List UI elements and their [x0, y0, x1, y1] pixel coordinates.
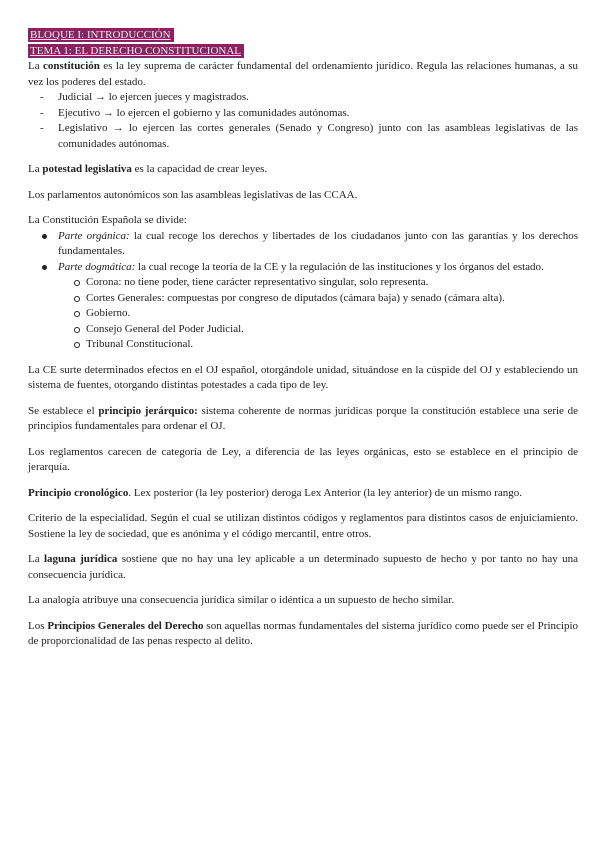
list-item: Gobierno.: [58, 306, 578, 322]
general-principles-paragraph: Los Principios Generales del Derecho son aquellas normas fundamentales del sistema jurídico como puede ser el Principio de proporcionalidad de las penas respecto al delito.: [28, 619, 579, 647]
constitution-definition: La constitución es la ley suprema de carácter fundamental del ordenamiento jurídico. Regula las relaciones humanas, a su vez los poderes del estado.: [28, 60, 578, 88]
topic-heading: TEMA 1: EL DERECHO CONSTITUCIONAL: [28, 44, 578, 60]
analogy-paragraph: La analogía atribuye una consecuencia jurídica similar o idéntica a un supuesto de hecho similar.: [28, 594, 455, 606]
list-item: Parte dogmática: la cual recoge la teoría de la CE y la regulación de las instituciones y los órganos del estado. Corona: no tiene poder, tiene carácter representativo singular, solo representa. Cortes Generales: compuestas por congreso de diputados (cámara baja) y senado (cámara alta). Gobierno. Consejo General del Poder Judicial. Tribunal Constitucional.: [28, 260, 578, 353]
constitution-division-paragraph: La Constitución Española se divide:: [28, 214, 187, 226]
parliaments-paragraph: Los parlamentos autonómicos son las asambleas legislativas de las CCAA.: [28, 188, 358, 201]
regulations-paragraph: Los reglamentos carecen de categoría de Ley, a diferencia de las leyes orgánicas, esto se establece en el principio de jerarquía.: [28, 445, 578, 473]
legislative-power-paragraph: La potestad legislativa es la capacidad de crear leyes.: [28, 163, 268, 175]
specialty-criterion-paragraph: Criterio de la especialidad. Según el cual se utilizan distintos códigos y reglamentos para distintos casos de enjuiciamiento. Sostiene la ley de sociedad, que es anónima y el código mercantil, entre otros.: [28, 512, 578, 540]
list-item: Consejo General del Poder Judicial.: [58, 322, 578, 338]
effects-paragraph: La CE surte determinados efectos en el OJ español, otorgándole unidad, situándose en la cúspide del OJ y estableciendo un sistema de fuentes, otorgando distintas potestades a cada tipo de ley.: [28, 363, 578, 391]
chronological-principle-paragraph: Principio cronológico. Lex posterior (la ley posterior) deroga Lex Anterior (la ley anterior) de un mismo rango.: [28, 486, 523, 499]
hierarchy-principle-paragraph: Se establece el principio jerárquico: sistema coherente de normas jurídicas porque la constitución establece una serie de principios fundamentales para ordenar el OJ.: [28, 404, 578, 432]
organs-list: [58, 275, 578, 353]
list-item: - Judicial → lo ejercen jueces y magistrados.: [28, 90, 578, 106]
list-item: Corona: no tiene poder, tiene carácter representativo singular, solo representa.: [58, 275, 578, 291]
list-item: Cortes Generales: compuestas por congreso de diputados (cámara baja) y senado (cámara alta).: [58, 291, 578, 307]
list-item: - Legislativo → lo ejercen las cortes generales (Senado y Congreso) junto con las asambleas legislativas de las comunidades autónomas.: [28, 121, 578, 152]
document-page: [28, 28, 578, 650]
block-heading: BLOQUE I: INTRODUCCIÓN: [28, 28, 578, 44]
constitution-parts-list: [28, 229, 578, 353]
list-item: Parte orgánica: la cual recoge los derechos y libertades de los ciudadanos junto con las garantías y los derechos fundamentales.: [28, 229, 578, 260]
list-item: Tribunal Constitucional.: [58, 337, 578, 353]
powers-list: [28, 90, 578, 152]
list-item: - Ejecutivo → lo ejercen el gobierno y las comunidades autónomas.: [28, 106, 578, 122]
legal-gap-paragraph: La laguna jurídica sostiene que no hay una ley aplicable a un determinado supuesto de hecho y por tanto no hay una consecuencia jurídica.: [28, 553, 579, 581]
